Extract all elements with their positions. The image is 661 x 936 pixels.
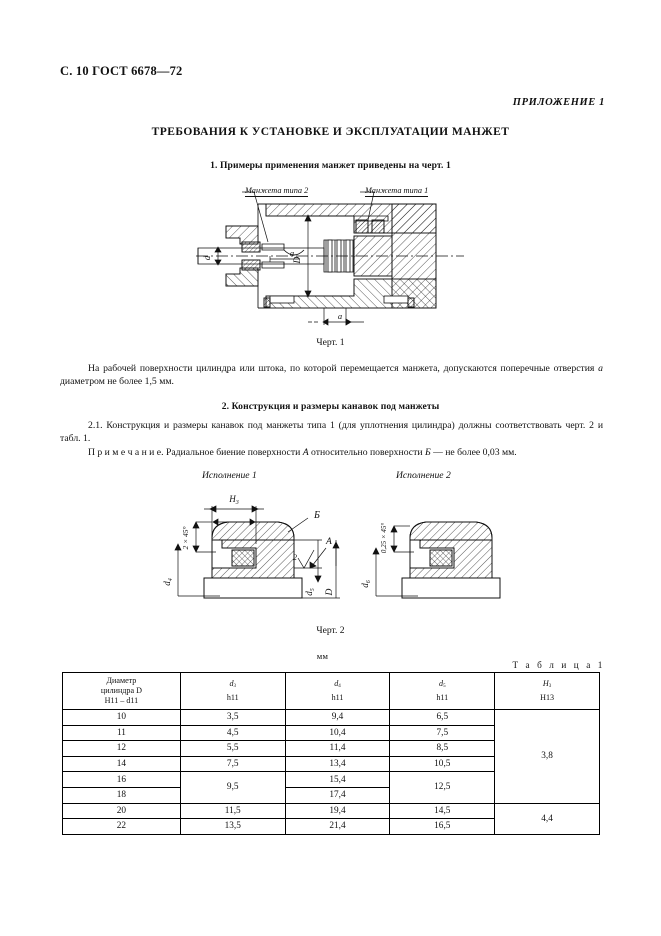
figure-1-caption: Черт. 1 bbox=[316, 337, 345, 348]
paragraph-note bbox=[60, 447, 603, 460]
section-2-heading: 2. Конструкция и размеры канавок под манжеты bbox=[221, 401, 440, 412]
cell-d4: 11,4 bbox=[285, 741, 390, 757]
cell-cylinder-diameter: 12 bbox=[63, 741, 181, 757]
cell-d5: 16,5 bbox=[390, 819, 495, 835]
cell-d4: 17,4 bbox=[285, 787, 390, 803]
table-number-label: Т а б л и ц а 1 bbox=[512, 660, 605, 670]
cell-cylinder-diameter: 16 bbox=[63, 772, 181, 788]
cell-d4: 15,4 bbox=[285, 772, 390, 788]
th-d5: $d_5$ h11 bbox=[390, 673, 495, 710]
p1-symbol-a: a bbox=[598, 363, 603, 374]
cell-d4: 9,4 bbox=[285, 710, 390, 726]
fig2-dim-d5: $d_5$ bbox=[304, 588, 316, 596]
th-cylinder-diameter: Диаметр цилиндра D H11 – d11 bbox=[63, 673, 181, 710]
fig2-dim-H3: $H_3$ bbox=[229, 494, 239, 506]
note-surface-A: А bbox=[302, 447, 309, 458]
figure-2-variant-2-label: Исполнение 2 bbox=[396, 470, 451, 481]
cell-d4: 21,4 bbox=[285, 819, 390, 835]
cell-d3: 11,5 bbox=[180, 803, 285, 819]
fig2-chamfer-2: 0,25 × 45° bbox=[380, 522, 388, 554]
figure-2-variant-1-label: Исполнение 1 bbox=[202, 470, 257, 481]
cell-cylinder-diameter: 10 bbox=[63, 710, 181, 726]
table-row bbox=[63, 803, 600, 819]
cell-d3: 5,5 bbox=[180, 741, 285, 757]
note-text-b: относительно поверхности bbox=[308, 447, 425, 458]
note-text-a: Радиальное биение поверхности bbox=[163, 447, 303, 458]
fig2-chamfer-1: 2 × 45° bbox=[181, 526, 190, 550]
cell-cylinder-diameter: 22 bbox=[63, 819, 181, 835]
paragraph-working-surface bbox=[60, 363, 603, 388]
fig1-dim-D: D bbox=[293, 256, 303, 264]
fig2-dim-d6: $d_6$ bbox=[360, 580, 372, 588]
cell-cylinder-diameter: 18 bbox=[63, 787, 181, 803]
cell-d5: 10,5 bbox=[390, 756, 495, 772]
figure-1-label-right: Манжета типа 1 bbox=[365, 186, 429, 195]
figure-2-drawing bbox=[160, 482, 560, 622]
fig2-roughness: 2 bbox=[293, 553, 297, 562]
fig2-dim-d4: $d_4$ bbox=[162, 578, 174, 586]
table-header-row bbox=[63, 673, 600, 710]
cell-d5: 7,5 bbox=[390, 725, 495, 741]
section-1-heading: 1. Примеры применения манжет приведены на черт. 1 bbox=[210, 160, 451, 171]
fig1-dim-a-bottom: a bbox=[337, 311, 343, 321]
table-body bbox=[63, 710, 600, 835]
cell-d4: 13,4 bbox=[285, 756, 390, 772]
figure-1-drawing bbox=[196, 186, 466, 334]
cell-d3: 4,5 bbox=[180, 725, 285, 741]
page-title: ТРЕБОВАНИЯ К УСТАНОВКЕ И ЭКСПЛУАТАЦИИ МАНЖЕТ bbox=[151, 126, 510, 138]
note-text-c: — не более 0,03 мм. bbox=[430, 447, 517, 458]
cell-d5: 14,5 bbox=[390, 803, 495, 819]
note-lead: П р и м е ч а н и е. bbox=[88, 447, 164, 458]
p1-text-b: диаметром не более 1,5 мм. bbox=[60, 375, 174, 387]
cell-d5: 6,5 bbox=[390, 710, 495, 726]
page-header-mark: С. 10 ГОСТ 6678—72 bbox=[60, 64, 183, 78]
th-H3: $H_3$ H13 bbox=[495, 673, 600, 710]
cell-d4: 10,4 bbox=[285, 725, 390, 741]
cell-d5: 8,5 bbox=[390, 741, 495, 757]
cell-d3: 13,5 bbox=[180, 819, 285, 835]
fig2-surface-A: A bbox=[326, 537, 332, 547]
table-units-label: мм bbox=[316, 651, 329, 661]
cell-cylinder-diameter: 20 bbox=[63, 803, 181, 819]
figure-1-label-left: Манжета типа 2 bbox=[245, 186, 309, 195]
p1-text-a: На рабочей поверхности цилиндра или штока, по которой перемещается манжета, допускаются поперечные отверстия bbox=[88, 363, 599, 374]
fig1-dim-d: d bbox=[202, 255, 212, 261]
cell-d3: 9,5 bbox=[180, 772, 285, 803]
cell-cylinder-diameter: 11 bbox=[63, 725, 181, 741]
fig2-surface-B: Б bbox=[314, 510, 320, 521]
cell-d4: 19,4 bbox=[285, 803, 390, 819]
fig1-dim-a-mid: a bbox=[289, 248, 295, 258]
paragraph-2-1: 2.1. Конструкция и размеры канавок под манжеты типа 1 (для уплотнения цилиндра) должны соответствовать черт. 2 и табл. 1. bbox=[60, 420, 603, 444]
note-surface-B: Б bbox=[424, 447, 431, 458]
cell-d3: 3,5 bbox=[180, 710, 285, 726]
th-d4: $d_4$ h11 bbox=[285, 673, 390, 710]
cell-d5: 12,5 bbox=[390, 772, 495, 803]
cell-d3: 7,5 bbox=[180, 756, 285, 772]
fig2-dim-D: D bbox=[325, 588, 335, 596]
cell-cylinder-diameter: 14 bbox=[63, 756, 181, 772]
cell-H3: 4,4 bbox=[495, 803, 600, 834]
table-row bbox=[63, 710, 600, 726]
th-d3: $d_3$ h11 bbox=[180, 673, 285, 710]
dimensions-table bbox=[62, 672, 600, 835]
figure-2-caption: Черт. 2 bbox=[316, 625, 345, 636]
cell-H3: 3,8 bbox=[495, 710, 600, 804]
appendix-label: ПРИЛОЖЕНИЕ 1 bbox=[512, 97, 605, 108]
